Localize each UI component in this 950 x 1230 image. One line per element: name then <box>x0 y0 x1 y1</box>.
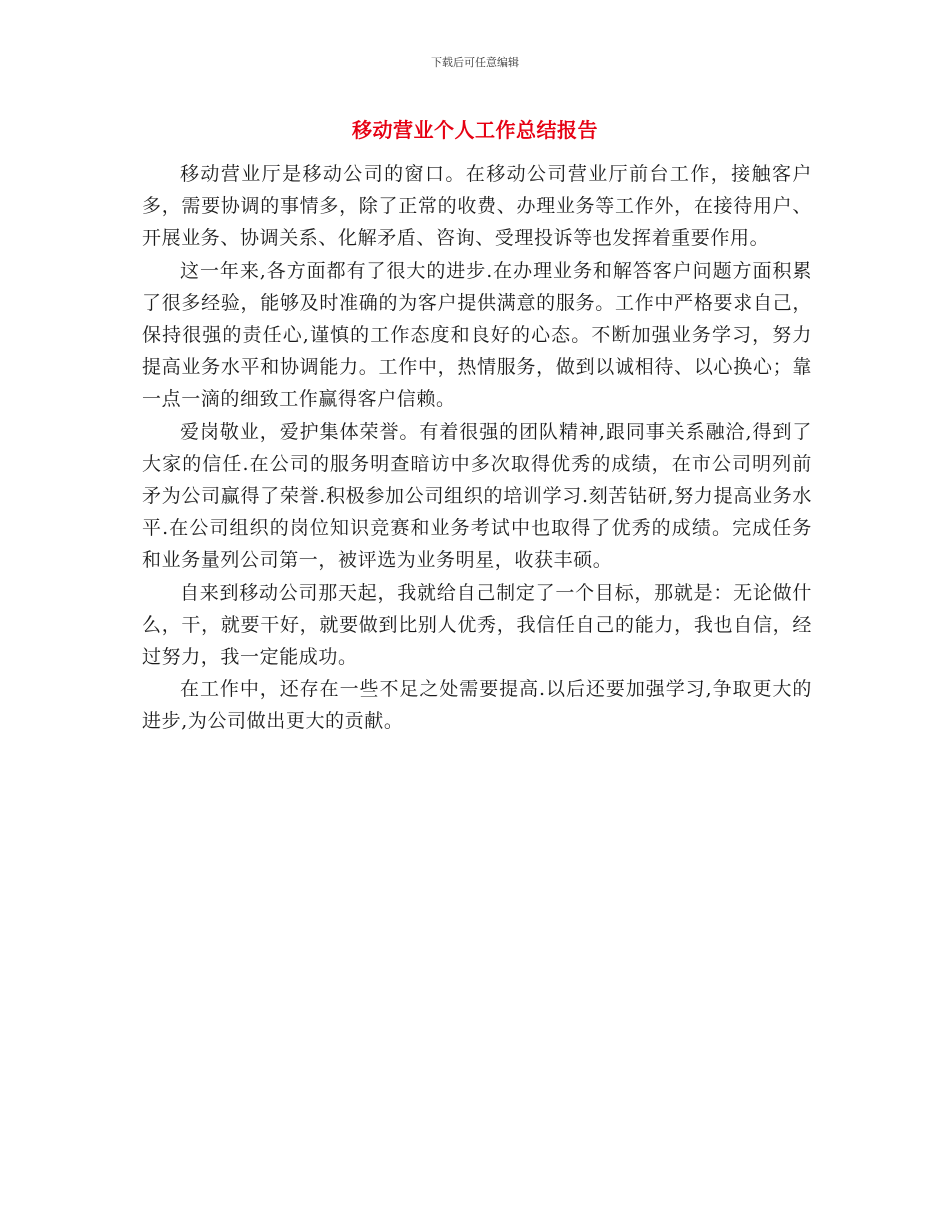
paragraph-2: 这一年来,各方面都有了很大的进步.在办理业务和解答客户问题方面积累了很多经验，能够及时准确的为客户提供满意的服务。工作中严格要求自己，保持很强的责任心,谨慎的工作态度和良好的心态。不断加强业务学习，努力提高业务水平和协调能力。工作中，热情服务，做到以诚相待、以心换心；靠一点一滴的细致工作赢得客户信赖。 <box>142 259 812 411</box>
document-title: 移动营业个人工作总结报告 <box>352 118 598 142</box>
paragraph-3: 爱岗敬业，爱护集体荣誉。有着很强的团队精神,跟同事关系融洽,得到了大家的信任.在公司的服务明查暗访中多次取得优秀的成绩，在市公司明列前矛为公司赢得了荣誉.积极参加公司组织的培训学习.刻苦钻研,努力提高业务水平.在公司组织的岗位知识竞赛和业务考试中也取得了优秀的成绩。完成任务和业务量列公司第一，被评选为业务明星，收获丰硕。 <box>142 420 812 572</box>
header-note: 下载后可任意编辑 <box>431 56 519 69</box>
paragraph-5: 在工作中，还存在一些不足之处需要提高.以后还要加强学习,争取更大的进步,为公司做出更大的贡献。 <box>142 678 812 733</box>
paragraph-4: 自来到移动公司那天起，我就给自己制定了一个目标，那就是：无论做什么，干，就要干好，就要做到比别人优秀，我信任自己的能力，我也自信，经过努力，我一定能成功。 <box>142 581 812 669</box>
paragraph-1: 移动营业厅是移动公司的窗口。在移动公司营业厅前台工作，接触客户多，需要协调的事情多，除了正常的收费、办理业务等工作外，在接待用户、开展业务、协调关系、化解矛盾、咨询、受理投诉等也发挥着重要作用。 <box>142 163 812 250</box>
document-body <box>142 158 812 738</box>
